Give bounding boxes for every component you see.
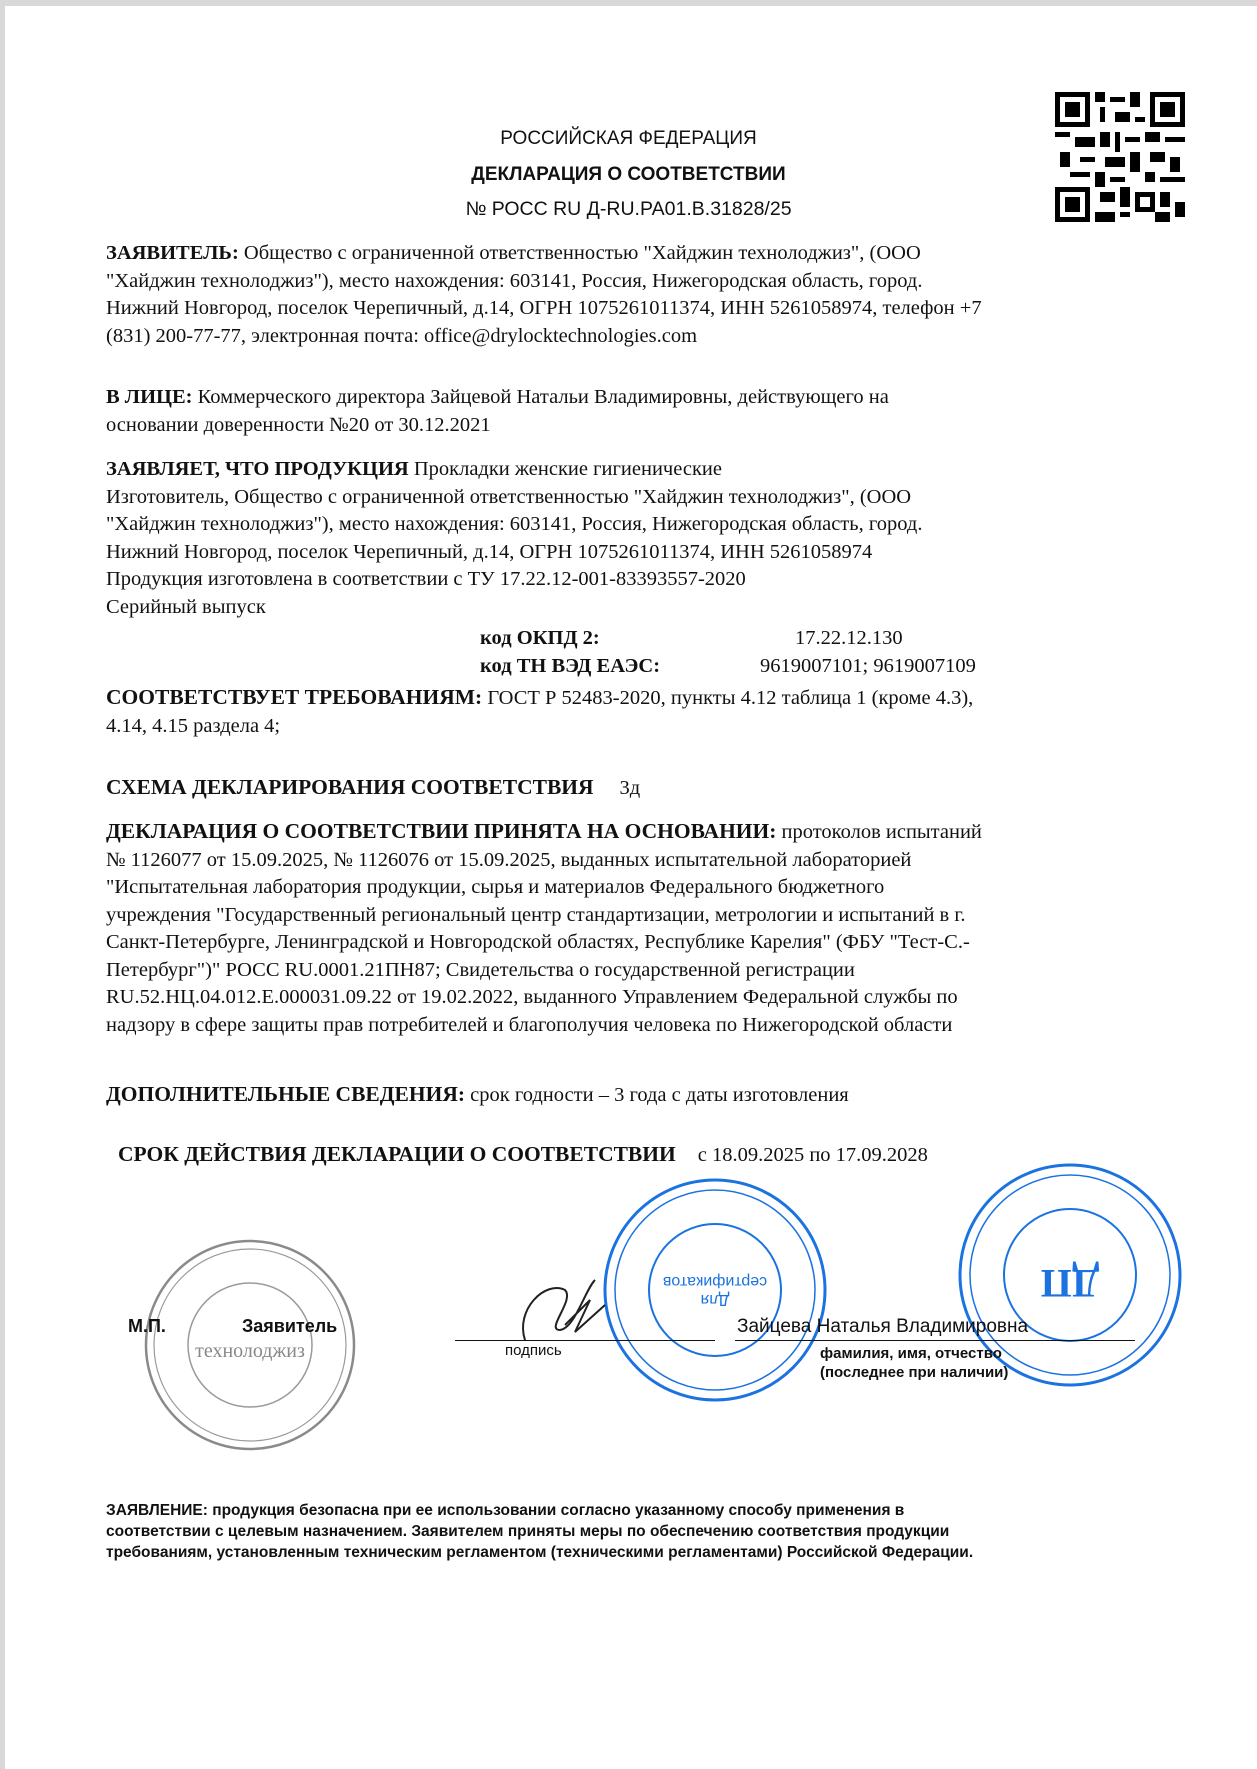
scheme-section (106, 774, 1146, 803)
svg-text:сертификатов: сертификатов (662, 1273, 768, 1290)
scan-edge (0, 0, 1257, 6)
okpd-label: код ОКПД 2: (480, 627, 600, 649)
scan-edge (0, 0, 5, 1769)
basis-text: учреждения "Государственный региональный центр стандартизации, метрологии и испытаний в г. (106, 903, 966, 926)
applicant-text: (831) 200-77-77, электронная почта: office@drylocktechnologies.com (106, 324, 698, 347)
country-heading: РОССИЙСКАЯ ФЕДЕРАЦИЯ (500, 128, 757, 149)
product-label: ЗАЯВЛЯЕТ, ЧТО ПРОДУКЦИЯ (106, 458, 409, 480)
representative-text: Коммерческого директора Зайцевой Натальи Владимировны, действующего на (192, 386, 889, 408)
applicant-section (106, 240, 1146, 350)
signature-caption: подпись (505, 1342, 562, 1359)
svg-text:ДП: ДП (1040, 1261, 1100, 1306)
svg-text:технолоджиз: технолоджиз (195, 1340, 305, 1362)
product-text: "Хайджин технолоджиз"), место нахождения: 603141, Россия, Нижегородская область, город. (106, 513, 923, 535)
handwritten-signature (505, 1270, 625, 1350)
scheme-value: 3д (619, 777, 641, 799)
scheme-label: СХЕМА ДЕКЛАРИРОВАНИЯ СООТВЕТСТВИЯ (106, 775, 594, 799)
basis-text: "Испытательная лаборатория продукции, сырья и материалов Федерального бюджетного (106, 876, 885, 898)
applicant-label: ЗАЯВИТЕЛЬ: (106, 242, 239, 264)
additional-section (106, 1081, 1146, 1110)
applicant-signature-label: Заявитель (242, 1316, 338, 1336)
basis-text: № 1126077 от 15.09.2025, № 1126076 от 15.09.2025, выданных испытательной лабораторией (106, 848, 912, 871)
product-text: Серийный выпуск (106, 595, 266, 618)
safety-statement (106, 1500, 1166, 1563)
signatory-name: Зайцева Наталья Владимировна (737, 1316, 1029, 1337)
name-caption: (последнее при наличии) (820, 1364, 1009, 1381)
additional-label: ДОПОЛНИТЕЛЬНЫЕ СВЕДЕНИЯ: (106, 1082, 466, 1106)
validity-value: с 18.09.2025 по 17.09.2028 (697, 1144, 928, 1166)
statement-line: ЗАЯВЛЕНИЕ: продукция безопасна при ее использовании согласно указанному способу применения в (106, 1502, 905, 1519)
requirements-text: ГОСТ Р 52483-2020, пункты 4.12 таблица 1 (кроме 4.3), (482, 687, 974, 709)
representative-text: основании доверенности №20 от 30.12.2021 (106, 413, 491, 436)
product-section (106, 456, 1146, 621)
product-text: Нижний Новгород, поселок Черепичный, д.14, ОГРН 1075261011374, ИНН 5261058974 (106, 540, 873, 563)
document-title: ДЕКЛАРАЦИЯ О СООТВЕТСТВИИ (471, 164, 786, 185)
representative-label: В ЛИЦЕ: (106, 386, 193, 408)
validity-label: СРОК ДЕЙСТВИЯ ДЕКЛАРАЦИИ О СООТВЕТСТВИИ (118, 1142, 676, 1166)
additional-text: срок годности – 3 года с даты изготовления (465, 1084, 849, 1106)
company-stamp (140, 1235, 360, 1455)
qr-code (1055, 92, 1185, 222)
applicant-text: Общество с ограниченной ответственностью "Хайджин технолоджиз", (ООО (238, 242, 921, 264)
product-text: Продукция изготовлена в соответствии с ТУ 17.22.12-001-83393557-2020 (106, 568, 746, 590)
basis-text: Петербург")" РОСС RU.0001.21ПН87; Свидетельства о государственной регистрации (106, 958, 855, 981)
name-caption: фамилия, имя, отчество (820, 1345, 1002, 1362)
seal-place-label: М.П. (128, 1316, 166, 1336)
product-text: Прокладки женские гигиенические (408, 458, 722, 480)
name-line (735, 1340, 1135, 1341)
requirements-text: 4.14, 4.15 раздела 4; (106, 714, 281, 737)
applicant-text: Нижний Новгород, поселок Черепичный, д.14, ОГРН 1075261011374, ИНН 5261058974, телефон +7 (106, 297, 982, 319)
basis-section (106, 818, 1146, 1039)
basis-label: ДЕКЛАРАЦИЯ О СООТВЕТСТВИИ ПРИНЯТА НА ОСНОВАНИИ: (106, 819, 777, 843)
statement-line: требованиям, установленным техническим регламентом (техническими регламентами) Российской Федерации. (106, 1544, 974, 1561)
statement-line: соответствии с целевым назначением. Заявителем приняты меры по обеспечению соответствия продукции (106, 1523, 950, 1540)
requirements-section (106, 684, 1146, 740)
declaration-number: № РОСС RU Д-RU.РА01.В.31828/25 (465, 198, 792, 220)
okpd-value: 17.22.12.130 (795, 627, 903, 649)
representative-section (106, 384, 1146, 439)
tnved-label: код ТН ВЭД ЕАЭС: (480, 655, 661, 677)
requirements-label: СООТВЕТСТВУЕТ ТРЕБОВАНИЯМ: (106, 685, 483, 709)
basis-text: RU.52.НЦ.04.012.Е.000031.09.22 от 19.02.2022, выданного Управлением Федеральной службы по (106, 986, 958, 1008)
signature-line (455, 1340, 715, 1341)
tnved-value: 9619007101; 9619007109 (760, 655, 976, 677)
basis-text: надзору в сфере защиты прав потребителей и благополучия человека по Нижегородской области (106, 1013, 953, 1036)
applicant-text: "Хайджин технолоджиз"), место нахождения: 603141, Россия, Нижегородская область, город. (106, 269, 923, 292)
svg-text:Для: Для (700, 1291, 730, 1308)
product-text: Изготовитель, Общество с ограниченной ответственностью "Хайджин технолоджиз", (ООО (106, 485, 912, 508)
basis-text: Санкт-Петербурге, Ленинградской и Новгородской областях, Республике Карелия" (ФБУ "Тест-С.- (106, 931, 970, 953)
basis-text: протоколов испытаний (776, 821, 982, 843)
certificate-stamp (600, 1175, 830, 1405)
